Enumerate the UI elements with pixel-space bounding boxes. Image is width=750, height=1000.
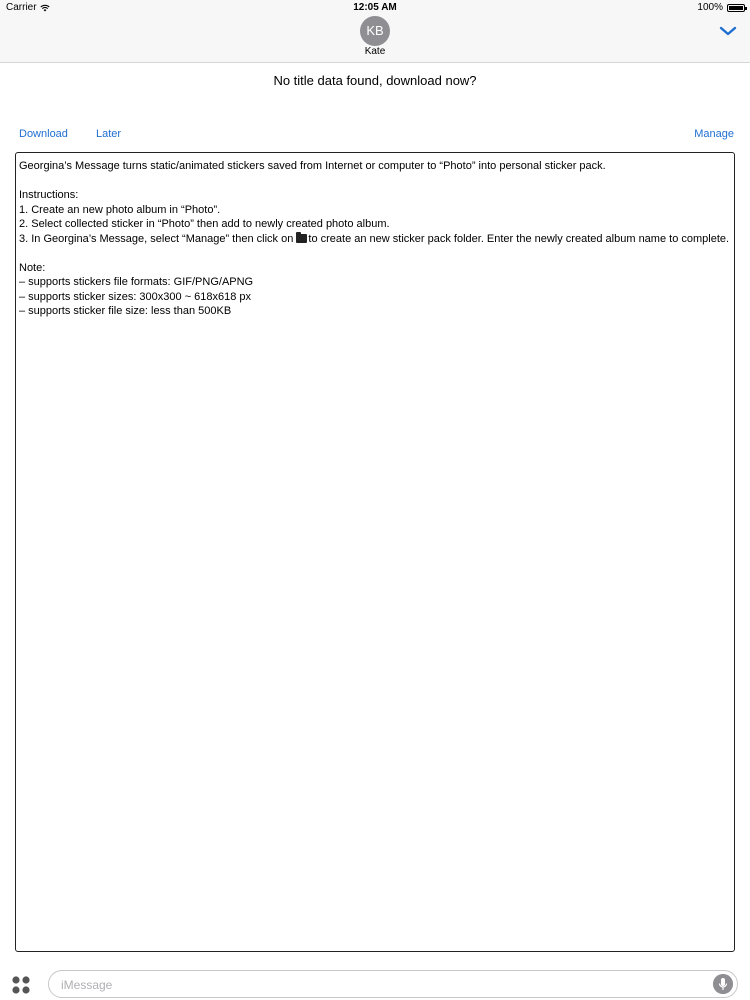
note-formats: – supports stickers file formats: GIF/PNG/APNG: [19, 276, 254, 288]
step-3-text-before: 3. In Georgina’s Message, select “Manage” then click on: [19, 232, 297, 245]
instructions-heading: Instructions:: [19, 189, 79, 201]
instruction-step-2: 2. Select collected sticker in “Photo” then add to newly created photo album.: [19, 218, 390, 230]
avatar[interactable]: KB: [360, 16, 390, 46]
contact-name[interactable]: Kate: [364, 46, 386, 57]
imessage-input[interactable]: [59, 971, 703, 999]
app-drawer-icon[interactable]: [10, 975, 32, 995]
spacer: [19, 174, 731, 189]
conversation-header: [0, 16, 750, 63]
intro-text: Georgina’s Message turns static/animated stickers saved from Internet or computer to “Photo” into personal sticker pack.: [19, 160, 606, 172]
chevron-down-icon[interactable]: [718, 22, 738, 40]
step-3-text-after: to create an new sticker pack folder. Enter the newly created album name to complete.: [308, 232, 730, 245]
manage-button[interactable]: Manage: [694, 128, 734, 140]
clock: 12:05 AM: [353, 2, 397, 13]
description-panel[interactable]: [15, 152, 735, 952]
battery-percent: 100%: [697, 2, 723, 13]
download-button[interactable]: Download: [19, 128, 68, 140]
note-sizes: – supports sticker sizes: 300x300 ~ 618x618 px: [19, 290, 252, 303]
spacer: [19, 246, 731, 261]
microphone-icon[interactable]: [713, 974, 733, 994]
note-heading: Note:: [19, 261, 46, 274]
folder-icon: [296, 234, 307, 243]
battery-indicator: [697, 2, 745, 13]
note-file-size: – supports sticker file size: less than 500KB: [19, 305, 232, 317]
instruction-step-1: 1. Create an new photo album in “Photo”.: [19, 203, 221, 216]
later-button[interactable]: Later: [96, 128, 122, 140]
download-prompt-title: No title data found, download now?: [273, 73, 477, 88]
message-composer: [48, 970, 738, 998]
carrier-label: Carrier: [6, 2, 37, 13]
status-bar: [0, 0, 750, 16]
instruction-step-3: [19, 232, 731, 247]
battery-icon: [727, 4, 745, 12]
